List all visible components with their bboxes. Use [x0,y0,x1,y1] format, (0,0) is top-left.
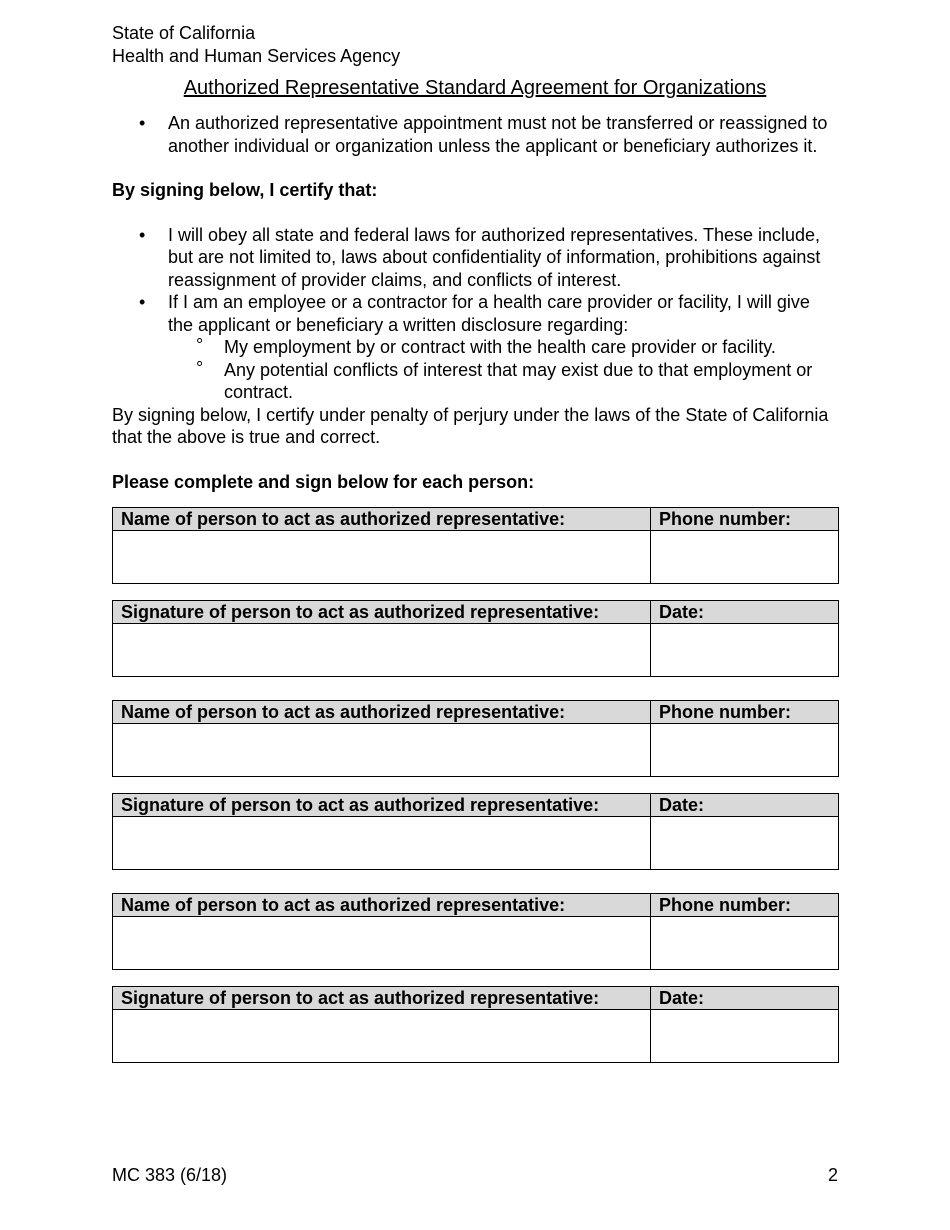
phone-field[interactable] [651,724,839,777]
signature-label: Signature of person to act as authorized representative: [113,794,651,817]
signature-field[interactable] [113,624,651,677]
phone-label: Phone number: [651,508,839,531]
certify-heading: By signing below, I certify that: [112,180,378,200]
disclosure-sub-list [168,336,838,404]
form-id: MC 383 (6/18) [112,1165,228,1185]
page-number: 2 [827,1165,838,1185]
name-field[interactable] [113,724,651,777]
intro-bullet: • An authorized representative appointment must not be transferred or reassigned to another individual or organization unless the applicant or beneficiary authorizes it. [112,112,838,157]
signature-label: Signature of person to act as authorized representative: [113,601,651,624]
sub-list-wrapper [112,336,838,404]
date-field[interactable] [651,817,839,870]
name-label: Name of person to act as authorized representative: [113,508,651,531]
intro-list [112,112,838,157]
certify-bullet-laws: • I will obey all state and federal laws for authorized representatives. These include, but are not limited to, laws about confidentiality of information, prohibitions against reassignment of provider claims, and conflicts of interest. [112,224,838,292]
signature-label: Signature of person to act as authorized representative: [113,987,651,1010]
name-label: Name of person to act as authorized representative: [113,894,651,917]
document-page [112,22,838,1063]
date-label: Date: [651,601,839,624]
name-phone-table-3 [112,893,839,970]
certify-closing: By signing below, I certify under penalty of perjury under the laws of the State of California that the above is true and correct. [112,404,829,447]
certify-bullet-disclosure [112,291,838,336]
signature-date-table-2 [112,793,839,870]
date-label: Date: [651,987,839,1010]
signature-date-table-1 [112,600,839,677]
name-label: Name of person to act as authorized representative: [113,701,651,724]
signature-field[interactable] [113,817,651,870]
agency-line-2: Health and Human Services Agency [112,45,401,66]
page-title: Authorized Representative Standard Agreement for Organizations [183,77,767,99]
date-field[interactable] [651,1010,839,1063]
sub-list-container [112,336,838,404]
date-field[interactable] [651,624,839,677]
sub-item-employment: ° My employment by or contract with the health care provider or facility. [168,336,838,359]
agency-line-1: State of California [112,23,256,43]
phone-field[interactable] [651,531,839,584]
signature-date-table-3 [112,986,839,1063]
certify-list [112,224,838,337]
phone-field[interactable] [651,917,839,970]
sub-item-conflicts: ° Any potential conflicts of interest that may exist due to that employment or contract. [168,359,838,404]
date-label: Date: [651,794,839,817]
signature-field[interactable] [113,1010,651,1063]
certify-bullet-disclosure-text: If I am an employee or a contractor for a health care provider or facility, I will give the applicant or beneficiary a written disclosure regarding: [168,292,810,335]
name-field[interactable] [113,917,651,970]
name-field[interactable] [113,531,651,584]
instructions-heading: Please complete and sign below for each person: [112,471,535,492]
phone-label: Phone number: [651,701,839,724]
phone-label: Phone number: [651,894,839,917]
name-phone-table-2 [112,700,839,777]
name-phone-table-1 [112,507,839,584]
